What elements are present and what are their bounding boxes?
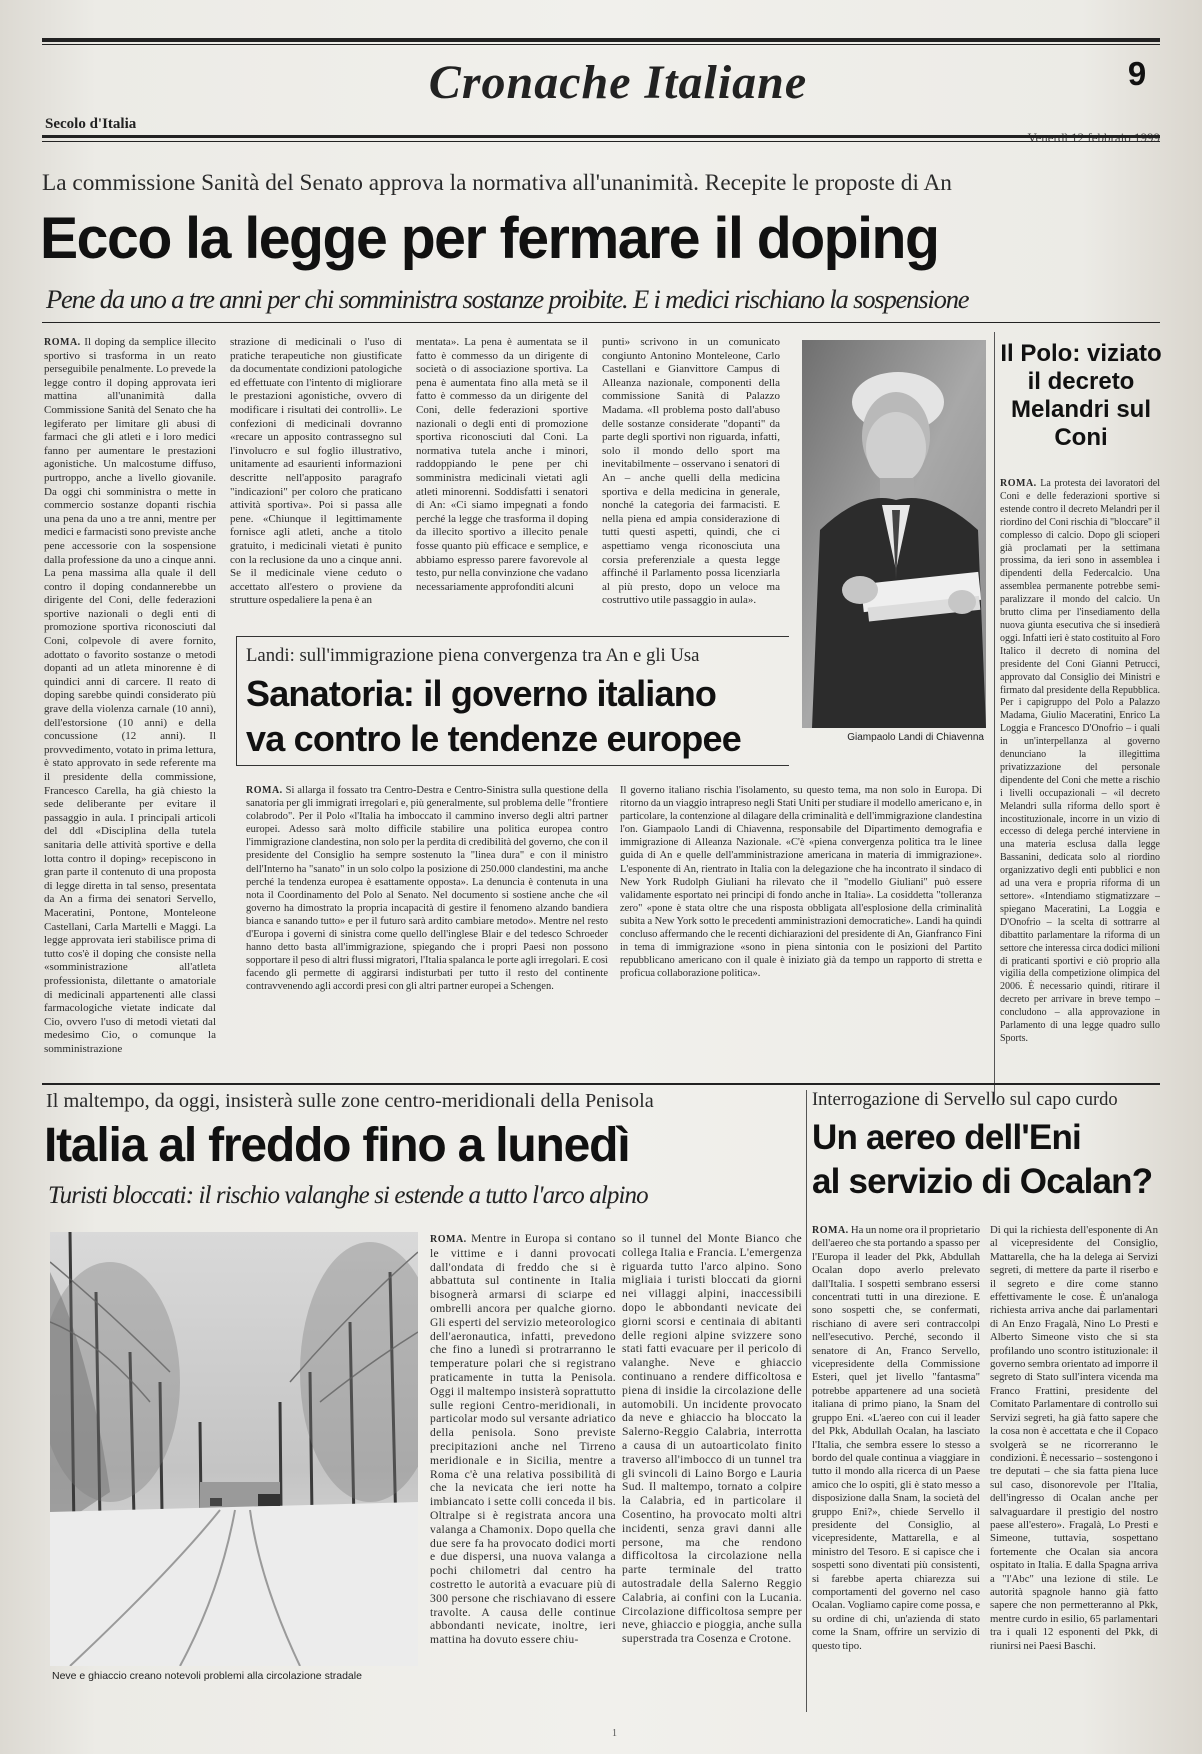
sanatoria-text-col2: [620, 784, 982, 1076]
page-folio: 1: [612, 1728, 617, 1739]
snow-street-photo: [50, 1232, 418, 1666]
lead-text-col2: [230, 336, 402, 612]
issue-date: [985, 130, 1160, 146]
lead-col1-body: Il doping da semplice illecito sportivo si trasforma in un reato perseguibile penalmente. Lo prevede la legge contro il doping approvata ieri mattina all'unanimità dalla Commissione Sanità del Senato che ha legiferato per limitare gli abusi di farmaci che gli atleti e i loro medici fanno per aumentare le prestazioni agonistiche. Un malcostume diffuso, purtroppo, anche a livello giovanile. Da oggi chi somministra o mette in commercio sostanze dopanti rischia una pena da uno a tre anni, mentre per medici e farmacisti sono previste anche pene accessorie con la sospensione dalla professione da uno a cinque anni. La pena massima alla quale il dell contro il doping condannerebbe un dirigente del Coni, delle federazioni sportive nazionali o degli enti di promozione sportiva riconosciuti dal Coni, colpevole di avere fornito, adottato o favorito sostanze o metodi dopanti ad un atleta minorenne è di quindici anni di carcere. Il reato di doping sarebbe quindi considerato più grave della violenza carnale (10 anni), dell'estorsione (10 anni) e della concussione (12 anni). Il provvedimento, votato in prima lettura, è stato approvato in sede referente ma il presidente della commissione, Francesco Carella, ha già chiesto la sede deliberante per evitare il passaggio in aula. I principali articoli del ddl «Disciplina della tutela sanitaria delle attività sportive e della lotta contro il doping» recepiscono in gran parte il contenuto di una proposta di legge diretta in tal senso, presentata da An a firma dei senatori Servello, Maceratini, Pontone, Monteleone Castellani, Carla Martelli e Maggi. La legge approvata ieri stabilisce prima di tutto cos'è il doping che consiste nella «somministrazione all'atleta professionista, dilettante o amatoriale di medicinali appartenenti alle classi farmacologiche vietate indicate dal Cio, ovvero l'uso di metodi vietati dal medesimo Cio, o comunque la somministrazione: [44, 336, 216, 1055]
page-number: 9: [1127, 55, 1147, 92]
sidebar-divider: [994, 332, 995, 1102]
weather-dateline: ROMA.: [430, 1234, 467, 1245]
eni-col1-body: Ha un nome ora il proprietario dell'aereo che sta portando a spasso per l'Europa il leader del Pkk, Abdullah Ocalan dopo averlo prelevato dall'Italia. I sospetti sembrano essersi concentrati tutti in una direzione. E sono sospetti che, se confermati, rischiano di avere seri contraccolpi nell'esecutivo. Perché, secondo il senatore di An, Franco Servello, vicepresidente della Commissione Esteri, quel jet livello "fantasma" potrebbe appartenere ad una società italiana di primo piano, la Snam del gruppo Eni. «L'aereo con cui il leader del Pkk, Abdullah Ocalan, ha lasciato l'Italia, che sembra essere lo stesso a bordo del quale continua a viaggiare in tutto il mondo alla ricerca di un Paese amico che lo ospiti, gli è stato messo a disposizione dalla Snam, la società del gruppo Eni?», chiede Servello il presidente del Consiglio, al vicepresidente, Mattarella, e al ministro del Tesoro. E si capisce che i sospetti sono diventati più consistenti, si farebbe aperta chiarezza sui comportamenti del governo nel caso Ocalan. Vogliamo capire come possa, e su ordine di chi, un'azienda di stato come la Snam, offrire un servizio di questo tipo.: [812, 1224, 980, 1652]
portrait-photo: [802, 340, 986, 728]
sanatoria-headline-1: Sanatoria: il governo italiano: [246, 673, 717, 714]
snow-photo-caption: Neve e ghiaccio creano notevoli problemi alla circolazione stradale: [52, 1670, 362, 1682]
eni-kicker: Interrogazione di Servello sul capo curdo: [812, 1090, 1118, 1110]
portrait-caption: Giampaolo Landi di Chiavenna: [847, 732, 984, 743]
mid-page-rule: [42, 1083, 1160, 1085]
weather-col2-body: so il tunnel del Monte Bianco che collega Italia e Francia. L'emergenza riguarda tutto l'arco alpino. Sono migliaia i turisti bloccati da giorni nei villaggi alpini, inaccessibili dopo le abbondanti nevicate dei giorni scorsi e centinaia di abitanti delle regioni alpine svizzere sono stati fatti evacuare per il pericolo di valanghe. Neve e ghiaccio continuano a rendere difficoltosa e piena di insidie la circolazione delle automobili. Un incidente provocato da neve e ghiaccio ha bloccato la Salerno-Reggio Calabria, interrotta a causa di un autoarticolato finito traverso all'imbocco di un tunnel tra gli svincoli di Laino Borgo e Lauria Sud. Il maltempo, tornato a colpire la Calabria, ed in particolare il Cosentino, ha provocato molti altri incidenti, senza gravi danni alle persone, ma che rendono difficoltosa la circolazione nella parte terminale del tratto autostradale della Salerno Reggio Calabria, ai confini con la Lucania. Circolazione difficoltosa sempre per neve, ghiaccio e pioggia, anche sulla superstrada tra Cosenza e Crotone.: [622, 1232, 802, 1646]
lead-headline: Ecco la legge per fermare il doping: [40, 206, 939, 271]
weather-headline: Italia al freddo fino a lunedì: [44, 1119, 630, 1172]
sidebar-dateline: ROMA.: [1000, 478, 1037, 489]
sidebar-body: La protesta dei lavoratori del Coni e delle federazioni sportive si estende contro il decreto Melandri per il riordino del Coni rischia di "bloccare" il complesso di calcio. Dopo gli scioperi già proclamati per la settimana prossima, da ieri sono in assemblea i dipendenti della Federcalcio. Una assemblea permanente potrebbe semi-paralizzare il mondo del calcio. Un brutto clima per l'insediamento della nuova giunta esecutiva che si insedierà oggi. Infatti ieri è stato costituito al Foro Italico il decreto di nomina del presidente del Coni Gianni Petrucci, approvato dal Consiglio dei Ministri e firmato dal presidente della Repubblica. Per i capigruppo del Polo a Palazzo Madama, Giulio Maceratini, Enrico La Loggia e Francesco D'Onofrio – i quali in un'interpellanza al governo denunciano la illegittima privatizzazione del personale dipendente del Coni che mette a rischio i livelli occupazionali – «il decreto Melandri sulla riforma dello sport è incostituzionale, incorre in un vizio di eccesso di delega perché interviene in una materia esclusa dalla legge Bassanini, dedicata solo al riordino organizzativo degli enti pubblici e non ad una vera e propria riforma di un settore». «Intendiamo stigmatizzare – spiegano Maceratini, La Loggia e D'Onofrio – la scelta di sottrarre al dibattito parlamentare la riforma di un settore che interessa circa dodici milioni di praticanti sportivi e ciò proprio alla vigilia della competizione olimpica del 2006. È necessario quindi, ritirare il decreto per arrivare in breve tempo – concludono – alla approvazione in Parlamento di una legge quadro sullo Sports.: [1000, 478, 1160, 1044]
paper-name: Secolo d'Italia: [45, 116, 137, 132]
sanatoria-text-col1: [246, 784, 608, 1076]
weather-text-col1: [430, 1232, 616, 1712]
eni-divider: [806, 1090, 807, 1712]
lead-col4-body: punti» scrivono in un comunicato congiunto Antonino Monteleone, Carlo Castellani e Gianvittore Campus di Alleanza nazionale, componenti della commissione Sanità di Palazzo Madama. «Il problema posto dall'abuso delle sostanze considerate "dopanti" da parte degli sportivi non riguarda, infatti, solo il mondo dello sport ma inevitabilmente – osservano i senatori di An – anche quelli della medicina sportiva e della medicina in generale, nonché la categoria dei farmacisti. E nella piena ed ampia considerazione di tutti questi aspetti, quindi, che ci aspettiamo venga riconosciuta una corsia preferenziale a questa legge affinché il Parlamento possa licenziarla al più presto, dopo un veloce ma costruttivo utile passaggio in aula».: [602, 336, 780, 607]
weather-text-col2: [622, 1232, 802, 1712]
sanatoria-headline-2: va contro le tendenze europee: [246, 718, 741, 759]
lead-col2-body: strazione di medicinali o l'uso di pratiche terapeutiche non giustificate da documentate condizioni patologiche ed effettuate con l'intento di migliorare le prestazioni agonistiche, ovvero di modificare i risultati dei controlli». Le confezioni di medicinali dovranno «recare un apposito contrassegno sul l'involucro e sul foglio illustrativo, unitamente ad esaurienti informazioni descritte nell'apposito paragrafo "indicazioni" per coloro che praticano attività sportiva». Poi si passa alle pene. «Chiunque il legittimamente fornisce agli atleti, anche a titolo gratuito, i medicinali vietati è punito con la reclusione da uno a cinque anni. Se il medicinale viene ceduto o accettato all'estero o proviene da strutture ospedaliere la pena è an: [230, 336, 402, 607]
weather-col1-body: Mentre in Europa si contano le vittime e i danni provocati dall'ondata di freddo che si è abbattuta sul continente in Italia bisognerà armarsi di sciarpe ed ombrelli ancora per qualche giorno. Gli esperti del servizio meteorologico dell'aeronautica, infatti, prevedono che fino a lunedì si protrarranno le temperature polari che si registrano praticamente in tutta la Penisola. Oggi il maltempo insisterà soprattutto sulle regioni Centro-meridionali, in particolar modo sul versante adriatico della penisola. Sono previste precipitazioni anche nel Tirreno meridionale e in Sicilia, mentre a Roma c'è una relativa possibilità di che la nevicata che ieri notte ha imbiancato i sette colli conceda il bis. Oltralpe si è registrata ancora una valanga a Chamonix. Dopo quella che due sere fa ha provocato dodici morti e due dispersi, una nuova valanga a pochi chilometri dal centro ha costretto le autorità a evacuare più di 300 persone che rischiavano di essere travolte. A causa delle continue abbondanti nevicate, inoltre, ieri mattina ha dovuto essere chiu-: [430, 1232, 616, 1647]
sidebar-text: [1000, 478, 1160, 1078]
top-rule: [42, 38, 1160, 42]
lead-text-col3: [416, 336, 588, 612]
lead-deck: Pene da uno a tre anni per chi somministra sostanze proibite. E i medici rischiano la sospensione: [46, 284, 969, 314]
sanatoria-col1-body: Si allarga il fossato tra Centro-Destra e Centro-Sinistra sulla questione della sanatoria per gli immigrati irregolari e, più generalmente, sul problema delle "frontiere colabrodo". Per il Polo «l'Italia ha imboccato il cammino inverso degli altri partner europei. Adesso sarà molto difficile stabilire una politica europea contro l'immigrazione clandestina, non solo per la perdita di credibilità del governo, che con il presidente del Consiglio ha sempre sostenuto la "linea dura" e con il ministro dell'Interno ha "sanato" in un solo colpo la posizione di 250.000 clandestini, ma anche perché la tendenza europea è esattamente opposta». La denuncia è contenuta in una nota il Coordinamento del Polo al Senato. Nel documento si sostiene anche che «il governo ha dimostrato la propria incapacità di gestire il fenomeno alzando bandiera bianca e sanando tutto» e per il futuro sarà ardito cambiare metodo». Mentre nel resto d'Europa i governi di sinistra come quello dell'inglese Blair e del tedesco Schroeder hanno detto basta all'immigrazione, spiegando che i propri Paesi non possono sopportare il peso di altri flussi migratori, l'Italia spalanca le porte agli irregolari. E così facendo gli permette di aggirarsi indisturbati per tutto il resto del continente contravvenendo agli accordi presi con gli altri partner europei a Schengen.: [246, 785, 608, 993]
lead-kicker: La commissione Sanità del Senato approva la normativa all'unanimità. Recepite le proposte di An: [42, 170, 952, 196]
lead-col3-body: mentata». La pena è aumentata se il fatto è commesso da un dirigente di società o di associazione sportiva. La pena è aumentata fino alla metà se il fatto è commesso da un dirigente del Coni, delle federazioni sportive nazionali o degli enti di promozione sportiva riconosciuti dal Coni. La normativa tutela anche i minori, raddoppiando le pene per chi somministra medicinali vietati agli atleti minorenni. Soddisfatti i senatori di An: «Ci siamo impegnati a fondo perché la legge che trasforma il doping da illecito sportivo a illecito penale fosse quanto più efficace e semplice, e abbiamo espresso parere favorevole al testo, pur nella convinzione che vadano necessariamente approfonditi alcuni: [416, 336, 588, 593]
lead-deck-rule: [42, 322, 1160, 323]
eni-headline-2: al servizio di Ocalan?: [812, 1162, 1153, 1201]
lead-dateline: ROMA.: [44, 337, 81, 348]
snow-street-illustration: [50, 1232, 418, 1666]
eni-text-col2: [990, 1224, 1158, 1710]
eni-dateline: ROMA.: [812, 1225, 849, 1236]
sidebar-headline: Il Polo: viziato il decreto Melandri sul Coni: [1000, 340, 1162, 451]
sanatoria-kicker: Landi: sull'immigrazione piena convergenza tra An e gli Usa: [246, 645, 700, 666]
weather-deck: Turisti bloccati: il rischio valanghe si estende a tutto l'arco alpino: [48, 1182, 648, 1209]
masthead-bottom-rule: [42, 135, 1160, 138]
weather-kicker: Il maltempo, da oggi, insisterà sulle zone centro-meridionali della Penisola: [46, 1090, 654, 1112]
eni-headline-1: Un aereo dell'Eni: [812, 1118, 1081, 1157]
masthead-bottom-rule-thin: [42, 141, 1160, 142]
sanatoria-dateline: ROMA.: [246, 785, 283, 796]
eni-col2-body: Di qui la richiesta dell'esponente di An al vicepresidente del Consiglio, Mattarella, che ha la delega ai Servizi segreti, di mettere da parte il riserbo e il segreto e dire come stanno effettivamente le cose. È un'analoga richiesta arriva anche dai parlamentari di An Enzo Fragalà, Nino Lo Presti e Alberto Simeone visto che si sta profilando uno scontro istituzionale: il governo sembra orientato ad imporre il segreto di Stato sull'intera vicenda ma Franco Frattini, presidente del Comitato Parlamentare di controllo sui Servizi segreti, ha già fatto sapere che la cosa non è accettata e che il Copaco svolgerà se ne ricorreranno le condizioni. È necessario – sostengono i tre deputati – che sia fatta piena luce sul caso, disonorevole per l'Italia, dell'ingresso di Ocalan anche per salvaguardare il prestigio del nostro paese all'estero». Fragalà, Lo Presti e Simeone, tuttavia, sospettano fortemente che Ocalan sia ancora ospitato in Italia. E dalla Spagna arriva a "l'Abc" una lezione di stile. Le autorità spagnole hanno già fatto sapere che non permetteranno al Pkk, mentre curdo in esilio, 65 parlamentari tra i quali 12 esponenti del Pkk, di riunirsi nei Paesi Baschi.: [990, 1224, 1158, 1652]
eni-text-col1: [812, 1224, 980, 1710]
top-rule-thin: [42, 44, 1160, 45]
lead-text-col4: [602, 336, 780, 612]
section-title: Cronache Italiane: [428, 56, 808, 109]
lead-text-col1: [44, 336, 216, 1068]
portrait-illustration: [802, 340, 986, 728]
sanatoria-col2-body: Il governo italiano rischia l'isolamento, su questo tema, ma non solo in Europa. Di ritorno da un viaggio intrapreso negli Stati Uniti per studiare il modello americano e, in particolare, la contenzione al dilagare della criminalità e dell'immigrazione clandestina l'on. Giampaolo Landi di Chiavenna, responsabile del Dipartimento demografia e immigrazione di Alleanza Nazionale. «C'è «piena convergenza politica tra le linee guida di An e quelle dell'amministrazione americana in materia di immigrazione». L'esponente di An, rientrato in Italia con la delegazione che ha incontrato il sindaco di New York Rudolph Giuliani ha rilevato che il "modello Giuliani" può essere validamente esportato nei principi di fondo anche in Italia». La cosiddetta "tolleranza zero" «pone è stata oltre che una risposta obbligata all'esplosione della criminalità subita a New York sotto le precedenti amministrazioni democratiche». Landi ha quindi concluso affermando che le recenti dichiarazioni del presidente di An, Gianfranco Fini in tema di immigrazione «sono in piena sintonia con le posizioni del Partito repubblicano americano con il quale è iniziato già da tempo un rapporto di stretta e proficua collaborazione politica».: [620, 785, 982, 980]
